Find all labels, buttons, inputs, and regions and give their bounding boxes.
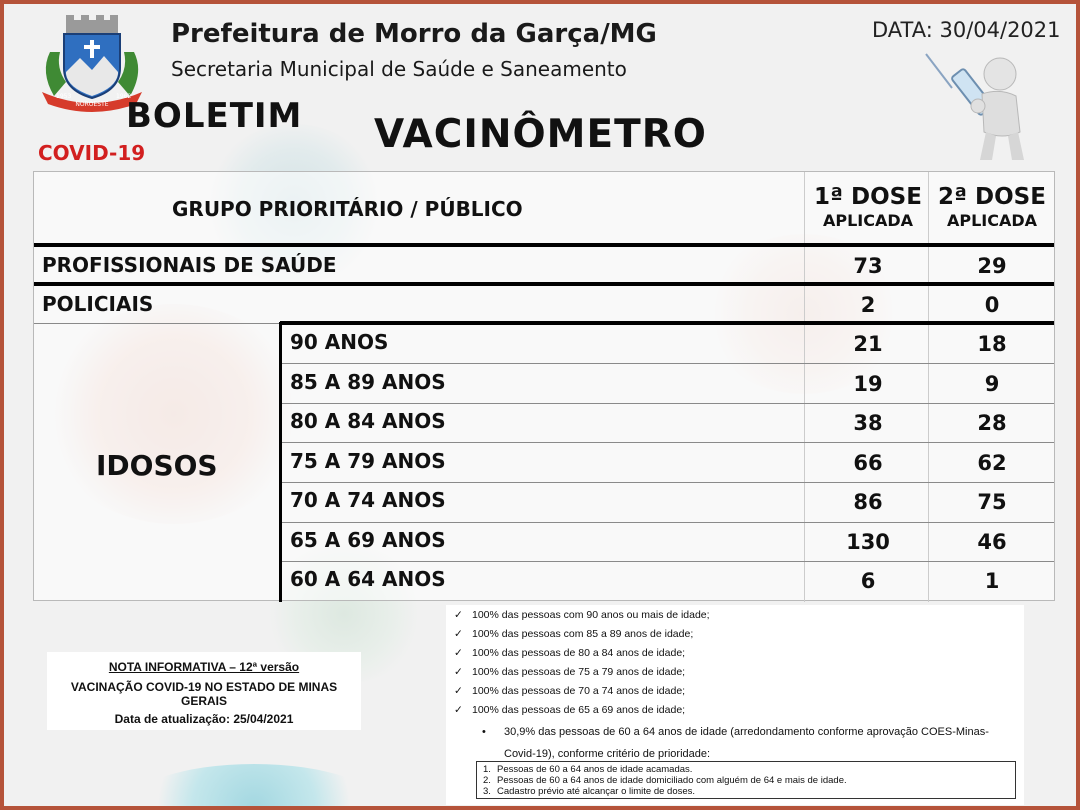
row-label: PROFISSIONAIS DE SAÚDE xyxy=(42,253,337,277)
age-range-label: 65 A 69 ANOS xyxy=(290,528,446,552)
criteria-text: 100% das pessoas com 90 anos ou mais de idade; xyxy=(472,609,710,621)
dose1-value: 66 xyxy=(853,451,883,475)
priority-criteria-box xyxy=(476,761,1016,799)
list-item xyxy=(454,685,685,697)
check-icon: ✓ xyxy=(454,704,463,716)
virus-illustration xyxy=(124,764,384,810)
criteria-text: 100% das pessoas de 75 a 79 anos de idade; xyxy=(472,666,686,678)
crest-motto: NOROESTE xyxy=(75,101,109,108)
list-item xyxy=(454,628,693,640)
table-row xyxy=(282,561,1054,600)
crest-year-left: 1953 xyxy=(56,93,72,100)
age-range-label: 80 A 84 ANOS xyxy=(290,409,446,433)
list-item: 2. Pessoas de 60 a 64 anos de idade domiciliado com alguém de 64 e mais de idade. xyxy=(483,775,847,786)
list-item xyxy=(454,666,685,678)
dose2-value: 9 xyxy=(984,372,1000,396)
row-label: POLICIAIS xyxy=(42,292,154,316)
table-row xyxy=(282,364,1054,403)
nota-informativa-card xyxy=(47,652,361,730)
dose1-value: 6 xyxy=(860,569,876,593)
dose1-value: 2 xyxy=(860,293,876,317)
vaccination-table xyxy=(33,171,1055,601)
dose2-value: 1 xyxy=(984,569,1000,593)
dose1-column-header xyxy=(808,184,928,230)
list-item xyxy=(482,721,1016,765)
dose1-value: 19 xyxy=(853,372,883,396)
criteria-text: Cadastro prévio até alcançar o limite de doses. xyxy=(497,786,696,797)
group-column-header: GRUPO PRIORITÁRIO / PÚBLICO xyxy=(172,197,523,221)
dose1-header-label: 1ª DOSE xyxy=(814,184,922,210)
criteria-text: 100% das pessoas de 80 a 84 anos de idade; xyxy=(472,647,686,659)
criteria-text: Pessoas de 60 a 64 anos de idade domiciliado com alguém de 64 e mais de idade. xyxy=(497,775,847,786)
bulletin-date: DATA: 30/04/2021 xyxy=(872,18,1061,42)
table-row xyxy=(282,482,1054,521)
syringe-mascot-icon xyxy=(922,48,1032,166)
table-row xyxy=(282,443,1054,482)
table-row xyxy=(34,246,1054,284)
note-update-date: Data de atualização: 25/04/2021 xyxy=(114,712,294,726)
vacinometro-heading: VACINÔMETRO xyxy=(374,112,707,157)
criteria-text: 100% das pessoas de 65 a 69 anos de idade; xyxy=(472,704,686,716)
criteria-text: Pessoas de 60 a 64 anos de idade acamadas. xyxy=(497,764,693,775)
check-icon: ✓ xyxy=(454,628,463,640)
dose1-header-sublabel: APLICADA xyxy=(822,211,914,230)
dose2-value: 75 xyxy=(977,490,1007,514)
age-range-label: 70 A 74 ANOS xyxy=(290,488,446,512)
crest-year-right: 1962 xyxy=(116,93,132,100)
age-range-label: 75 A 79 ANOS xyxy=(290,449,446,473)
idosos-group-label: IDOSOS xyxy=(96,449,218,482)
dose2-value: 62 xyxy=(977,451,1007,475)
criteria-text: 100% das pessoas com 85 a 89 anos de idade; xyxy=(472,628,694,640)
dose2-value: 46 xyxy=(977,530,1007,554)
list-item xyxy=(454,609,710,621)
age-range-label: 85 A 89 ANOS xyxy=(290,370,446,394)
dose2-header-label: 2ª DOSE xyxy=(938,184,1046,210)
vaccination-criteria-excerpt xyxy=(446,605,1024,805)
criteria-text: 100% das pessoas de 70 a 74 anos de idade; xyxy=(472,685,686,697)
check-icon: ✓ xyxy=(454,685,463,697)
boletim-heading: BOLETIM xyxy=(126,96,303,136)
check-icon: ✓ xyxy=(454,609,463,621)
age-range-label: 90 ANOS xyxy=(290,330,389,354)
dose2-header-sublabel: APLICADA xyxy=(946,211,1038,230)
list-item: 1. Pessoas de 60 a 64 anos de idade acamadas. xyxy=(483,764,693,775)
note-title: NOTA INFORMATIVA – 12ª versão xyxy=(108,660,300,674)
criteria-text: 30,9% das pessoas de 60 a 64 anos de idade (arredondamento conforme aprovação COES-Minas-Covid-19), conforme critério de prioridade: xyxy=(504,726,989,760)
list-item: 3. Cadastro prévio até alcançar o limite de doses. xyxy=(483,786,696,797)
dose1-value: 130 xyxy=(846,530,890,554)
table-row xyxy=(282,522,1054,561)
covid-label: COVID-19 xyxy=(38,141,146,165)
note-subject: VACINAÇÃO COVID-19 NO ESTADO DE MINAS GERAIS xyxy=(70,680,338,708)
dose2-value: 29 xyxy=(977,254,1007,278)
dose1-value: 73 xyxy=(853,254,883,278)
dose1-value: 21 xyxy=(853,332,883,356)
age-range-label: 60 A 64 ANOS xyxy=(290,567,446,591)
list-item xyxy=(454,704,685,716)
dose1-value: 38 xyxy=(853,411,883,435)
bullet-icon: • xyxy=(482,726,486,738)
dose2-value: 28 xyxy=(977,411,1007,435)
table-row xyxy=(34,285,1054,323)
dose1-value: 86 xyxy=(853,490,883,514)
table-row xyxy=(282,324,1054,363)
check-icon: ✓ xyxy=(454,647,463,659)
row-divider xyxy=(34,323,280,324)
check-icon: ✓ xyxy=(454,666,463,678)
page-subtitle: Secretaria Municipal de Saúde e Saneamento xyxy=(171,57,627,81)
dose2-value: 0 xyxy=(984,293,1000,317)
page-title: Prefeitura de Morro da Garça/MG xyxy=(171,19,657,49)
list-item xyxy=(454,647,685,659)
dose2-column-header xyxy=(932,184,1052,230)
table-row xyxy=(282,403,1054,442)
dose2-value: 18 xyxy=(977,332,1007,356)
